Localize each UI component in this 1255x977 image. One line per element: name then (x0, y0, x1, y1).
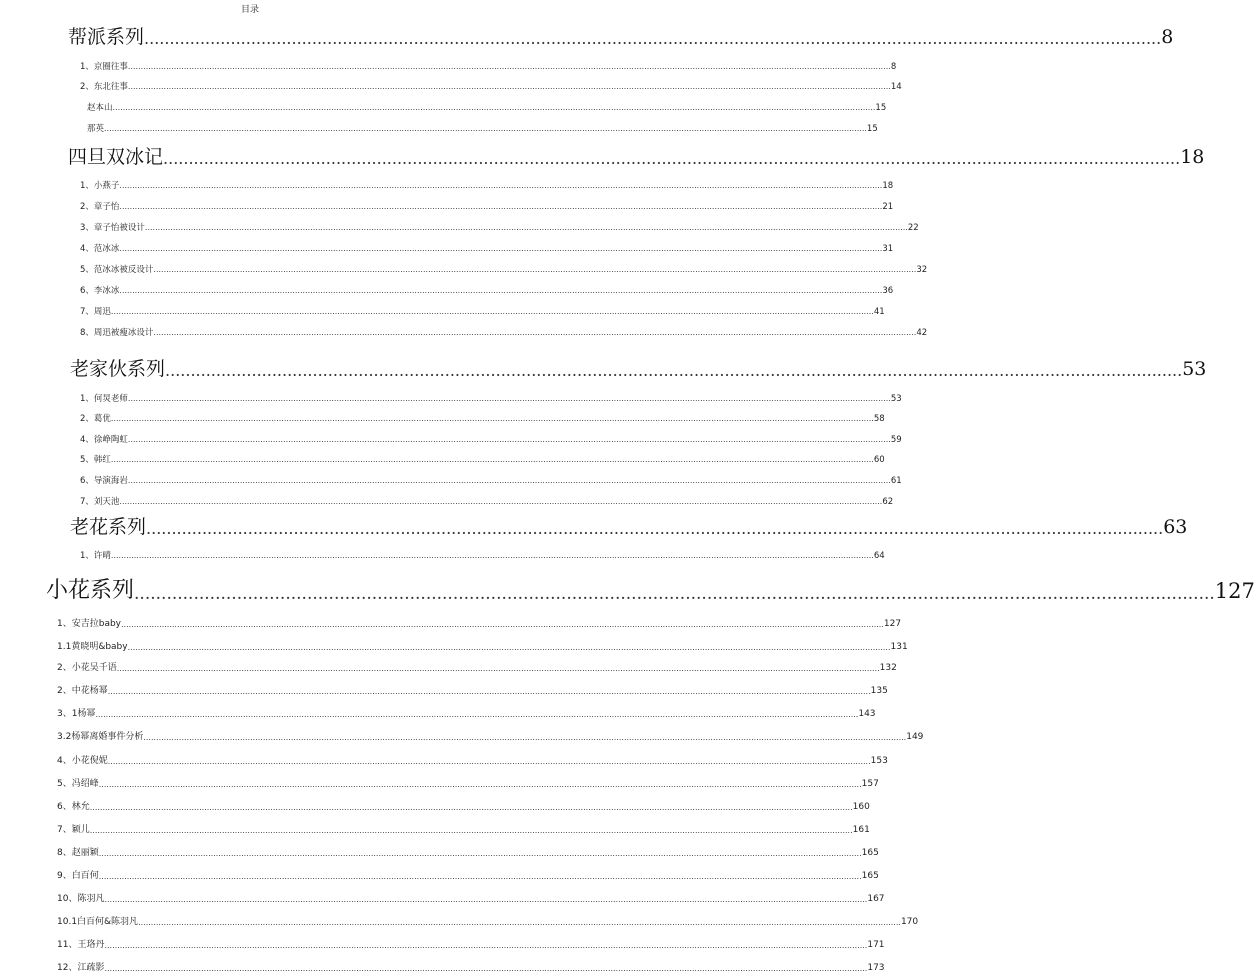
dot-leader: ............................................................................................................................................................................................................................................................................................................ (98, 872, 862, 881)
dot-leader: ........................................................................................................................................................................................................ (134, 584, 1215, 604)
section-heading[interactable] (70, 514, 1188, 540)
toc-entry-page-number: 153 (870, 756, 888, 766)
toc-entry-page-number: 171 (867, 940, 885, 950)
toc-entry[interactable] (87, 123, 878, 135)
section-heading-page-number: 8 (1161, 26, 1174, 48)
toc-entry-label: 8、周迅被瘦冰设计 (80, 328, 154, 338)
section-heading-page-number: 127 (1214, 579, 1255, 603)
toc-entry-page-number: 42 (916, 328, 928, 338)
dot-leader: ............................................................................................................................................................................................................................................................................................................ (104, 964, 868, 973)
toc-entry-label: 5、韩红 (80, 455, 111, 465)
toc-entry[interactable] (57, 870, 879, 883)
toc-entry-label: 11、王珞丹 (57, 940, 105, 950)
toc-entry-label: 赵本山 (87, 103, 113, 113)
toc-entry[interactable] (57, 778, 879, 791)
toc-entry[interactable] (80, 285, 894, 297)
section-heading[interactable] (70, 356, 1207, 382)
toc-entry-page-number: 157 (861, 779, 879, 789)
toc-entry[interactable] (80, 222, 919, 234)
toc-entry-label: 那英 (87, 124, 105, 134)
toc-entry-page-number: 132 (879, 663, 897, 673)
toc-entry-page-number: 61 (890, 476, 902, 486)
toc-entry-page-number: 165 (861, 871, 879, 881)
dot-leader: ............................................................................................................................................................................................................................................................................................................ (153, 328, 917, 337)
dot-leader: ............................................................................................................................................................................................................................................................................................................ (153, 265, 917, 274)
toc-entry-page-number: 8 (890, 62, 897, 72)
toc-entry-label: 1、小燕子 (80, 181, 120, 191)
toc-entry[interactable] (80, 180, 894, 192)
toc-entry-label: 8、赵丽颖 (57, 848, 99, 858)
dot-leader: ............................................................................................................................................................................................................................................................................................................ (98, 780, 862, 789)
dot-leader: ............................................................................................................................................................................................................................................................................................................ (144, 223, 908, 232)
toc-entry[interactable] (80, 496, 894, 508)
section-heading-page-number: 53 (1182, 358, 1207, 380)
page-title: 目录 (240, 5, 259, 15)
toc-entry-page-number: 36 (882, 286, 894, 296)
dot-leader: ............................................................................................................................................................................................................................................................................................................ (89, 826, 853, 835)
toc-entry[interactable] (57, 708, 876, 721)
toc-entry-label: 1、京圈往事 (80, 62, 128, 72)
toc-entry-label: 5、范冰冰被反设计 (80, 265, 154, 275)
toc-entry-label: 3、章子怡被设计 (80, 223, 145, 233)
toc-entry-page-number: 131 (890, 642, 908, 652)
toc-entry-page-number: 167 (867, 894, 885, 904)
toc-entry-page-number: 31 (882, 244, 894, 254)
dot-leader: ............................................................................................................................................................................................................................................................................................................ (98, 849, 862, 858)
toc-entry-page-number: 14 (890, 82, 902, 92)
toc-entry[interactable] (80, 201, 894, 213)
toc-entry[interactable] (80, 327, 928, 339)
toc-entry[interactable] (80, 393, 902, 405)
toc-entry-page-number: 32 (916, 265, 928, 275)
toc-entry-page-number: 64 (873, 551, 885, 561)
section-heading-label: 小花系列 (46, 578, 135, 603)
toc-entry-page-number: 135 (870, 686, 888, 696)
dot-leader: ............................................................................................................................................................................................................................................................................................................ (110, 414, 874, 423)
dot-leader: ............................................................................................................................................................................................................................................................................................................ (121, 620, 884, 629)
toc-entry-page-number: 149 (906, 732, 924, 742)
toc-entry-label: 3.2杨幂离婚事件分析 (57, 732, 144, 742)
toc-entry-page-number: 161 (852, 825, 870, 835)
dot-leader: ............................................................................................................................................................................................................................................................................................................ (143, 733, 907, 742)
toc-entry-page-number: 165 (861, 848, 879, 858)
section-heading-label: 四旦双冰记 (68, 146, 164, 168)
dot-leader: ............................................................................................................................................................................................................................................................................................................ (110, 455, 874, 464)
toc-entry-label: 6、李冰冰 (80, 286, 120, 296)
dot-leader: ............................................................................................................................................................................................................................................................................................................ (127, 62, 891, 71)
toc-entry-label: 1、许晴 (80, 551, 111, 561)
toc-entry[interactable] (80, 306, 885, 318)
toc-entry-label: 1、何炅老师 (80, 394, 128, 404)
dot-leader: ........................................................................................................................................................................................................ (144, 29, 1162, 48)
toc-entry-label: 9、白百何 (57, 871, 99, 881)
dot-leader: ............................................................................................................................................................................................................................................................................................................ (107, 687, 871, 696)
toc-entry[interactable] (57, 641, 908, 654)
section-heading-page-number: 63 (1163, 516, 1188, 538)
toc-entry[interactable] (57, 685, 888, 698)
toc-entry[interactable] (80, 243, 894, 255)
toc-entry-page-number: 22 (907, 223, 919, 233)
toc-entry[interactable] (57, 731, 924, 744)
toc-entry-label: 4、徐峥陶虹 (80, 435, 128, 445)
dot-leader: ............................................................................................................................................................................................................................................................................................................ (104, 941, 868, 950)
toc-entry-page-number: 62 (882, 497, 894, 507)
dot-leader: ............................................................................................................................................................................................................................................................................................................ (127, 643, 891, 652)
toc-entry[interactable] (57, 618, 902, 631)
toc-entry[interactable] (87, 102, 887, 114)
toc-entry-page-number: 160 (852, 802, 870, 812)
dot-leader: ............................................................................................................................................................................................................................................................................................................ (104, 124, 867, 133)
toc-entry[interactable] (80, 475, 902, 487)
toc-entry-label: 2、小花吴千语 (57, 663, 117, 673)
toc-entry-label: 1、安吉拉baby (57, 619, 121, 629)
toc-entry[interactable] (80, 264, 928, 276)
toc-entry-label: 12、江疏影 (57, 963, 105, 973)
toc-entry-label: 2、葛优 (80, 414, 111, 424)
section-heading-label: 帮派系列 (68, 26, 145, 48)
toc-entry[interactable] (57, 755, 888, 768)
toc-entry[interactable] (80, 454, 885, 466)
dot-leader: ............................................................................................................................................................................................................................................................................................................ (127, 476, 891, 485)
dot-leader: ............................................................................................................................................................................................................................................................................................................ (104, 895, 868, 904)
toc-entry[interactable] (80, 434, 902, 446)
dot-leader: ............................................................................................................................................................................................................................................................................................................ (119, 244, 883, 253)
toc-entry[interactable] (57, 962, 885, 975)
dot-leader: ............................................................................................................................................................................................................................................................................................................ (112, 103, 876, 112)
toc-entry-page-number: 127 (883, 619, 902, 629)
section-heading-label: 老家伙系列 (70, 358, 166, 380)
toc-entry-page-number: 21 (882, 202, 894, 212)
section-heading-page-number: 18 (1180, 146, 1205, 168)
toc-entry-page-number: 53 (890, 394, 902, 404)
section-heading-label: 老花系列 (70, 516, 147, 538)
toc-entry[interactable] (57, 801, 870, 814)
toc-entry-page-number: 59 (890, 435, 902, 445)
toc-entry[interactable] (57, 847, 879, 860)
toc-entry-label: 6、导演海岩 (80, 476, 128, 486)
toc-entry[interactable] (57, 939, 885, 952)
toc-entry-page-number: 15 (866, 124, 878, 134)
dot-leader: ............................................................................................................................................................................................................................................................................................................ (89, 803, 853, 812)
toc-entry-label: 7、周迅 (80, 307, 111, 317)
section-heading[interactable] (68, 24, 1174, 50)
dot-leader: ............................................................................................................................................................................................................................................................................................................ (127, 82, 891, 91)
toc-entry-label: 7、刘天池 (80, 497, 120, 507)
toc-entry-label: 1.1黄晓明&baby (57, 642, 128, 652)
section-heading[interactable] (46, 576, 1255, 606)
toc-entry-page-number: 15 (875, 103, 887, 113)
toc-entry-label: 10.1白百何&陈羽凡 (57, 917, 139, 927)
section-heading[interactable] (68, 144, 1205, 170)
toc-entry-page-number: 41 (873, 307, 885, 317)
dot-leader: ............................................................................................................................................................................................................................................................................................................ (107, 757, 871, 766)
toc-entry-label: 6、林允 (57, 802, 90, 812)
toc-entry-page-number: 170 (900, 917, 919, 927)
dot-leader: ............................................................................................................................................................................................................................................................................................................ (119, 497, 883, 506)
toc-entry[interactable] (80, 81, 902, 93)
toc-entry-page-number: 173 (867, 963, 885, 973)
toc-entry-page-number: 18 (882, 181, 894, 191)
dot-leader: ............................................................................................................................................................................................................................................................................................................ (95, 710, 859, 719)
dot-leader: ........................................................................................................................................................................................................ (163, 149, 1181, 168)
toc-entry[interactable] (57, 662, 897, 675)
toc-entry-label: 7、颖儿 (57, 825, 90, 835)
toc-entry[interactable] (80, 550, 885, 562)
toc-entry-label: 2、章子怡 (80, 202, 120, 212)
toc-entry-label: 4、范冰冰 (80, 244, 120, 254)
toc-entry-page-number: 60 (873, 455, 885, 465)
dot-leader: ........................................................................................................................................................................................................ (165, 361, 1183, 380)
toc-entry[interactable] (57, 824, 870, 837)
toc-entry-page-number: 58 (873, 414, 885, 424)
toc-entry-label: 2、中花杨幂 (57, 686, 108, 696)
dot-leader: ............................................................................................................................................................................................................................................................................................................ (116, 664, 880, 673)
toc-entry-label: 2、东北往事 (80, 82, 128, 92)
dot-leader: ............................................................................................................................................................................................................................................................................................................ (127, 435, 891, 444)
dot-leader: ............................................................................................................................................................................................................................................................................................................ (119, 181, 883, 190)
toc-entry-label: 10、陈羽凡 (57, 894, 105, 904)
toc-entry-page-number: 143 (858, 709, 876, 719)
dot-leader: ............................................................................................................................................................................................................................................................................................................ (119, 202, 883, 211)
dot-leader: ............................................................................................................................................................................................................................................................................................................ (110, 307, 874, 316)
dot-leader: ............................................................................................................................................................................................................................................................................................................ (127, 394, 891, 403)
toc-entry[interactable] (57, 893, 885, 906)
toc-entry[interactable] (57, 916, 919, 929)
dot-leader: ........................................................................................................................................................................................................ (146, 519, 1164, 538)
dot-leader: ............................................................................................................................................................................................................................................................................................................ (110, 551, 874, 560)
toc-entry-label: 4、小花倪妮 (57, 756, 108, 766)
toc-entry-label: 3、1杨幂 (57, 709, 96, 719)
dot-leader: ............................................................................................................................................................................................................................................................................................................ (119, 286, 883, 295)
toc-entry[interactable] (80, 413, 885, 425)
toc-entry-label: 5、冯绍峰 (57, 779, 99, 789)
dot-leader: ............................................................................................................................................................................................................................................................................................................ (138, 918, 901, 927)
toc-entry[interactable] (80, 61, 897, 73)
